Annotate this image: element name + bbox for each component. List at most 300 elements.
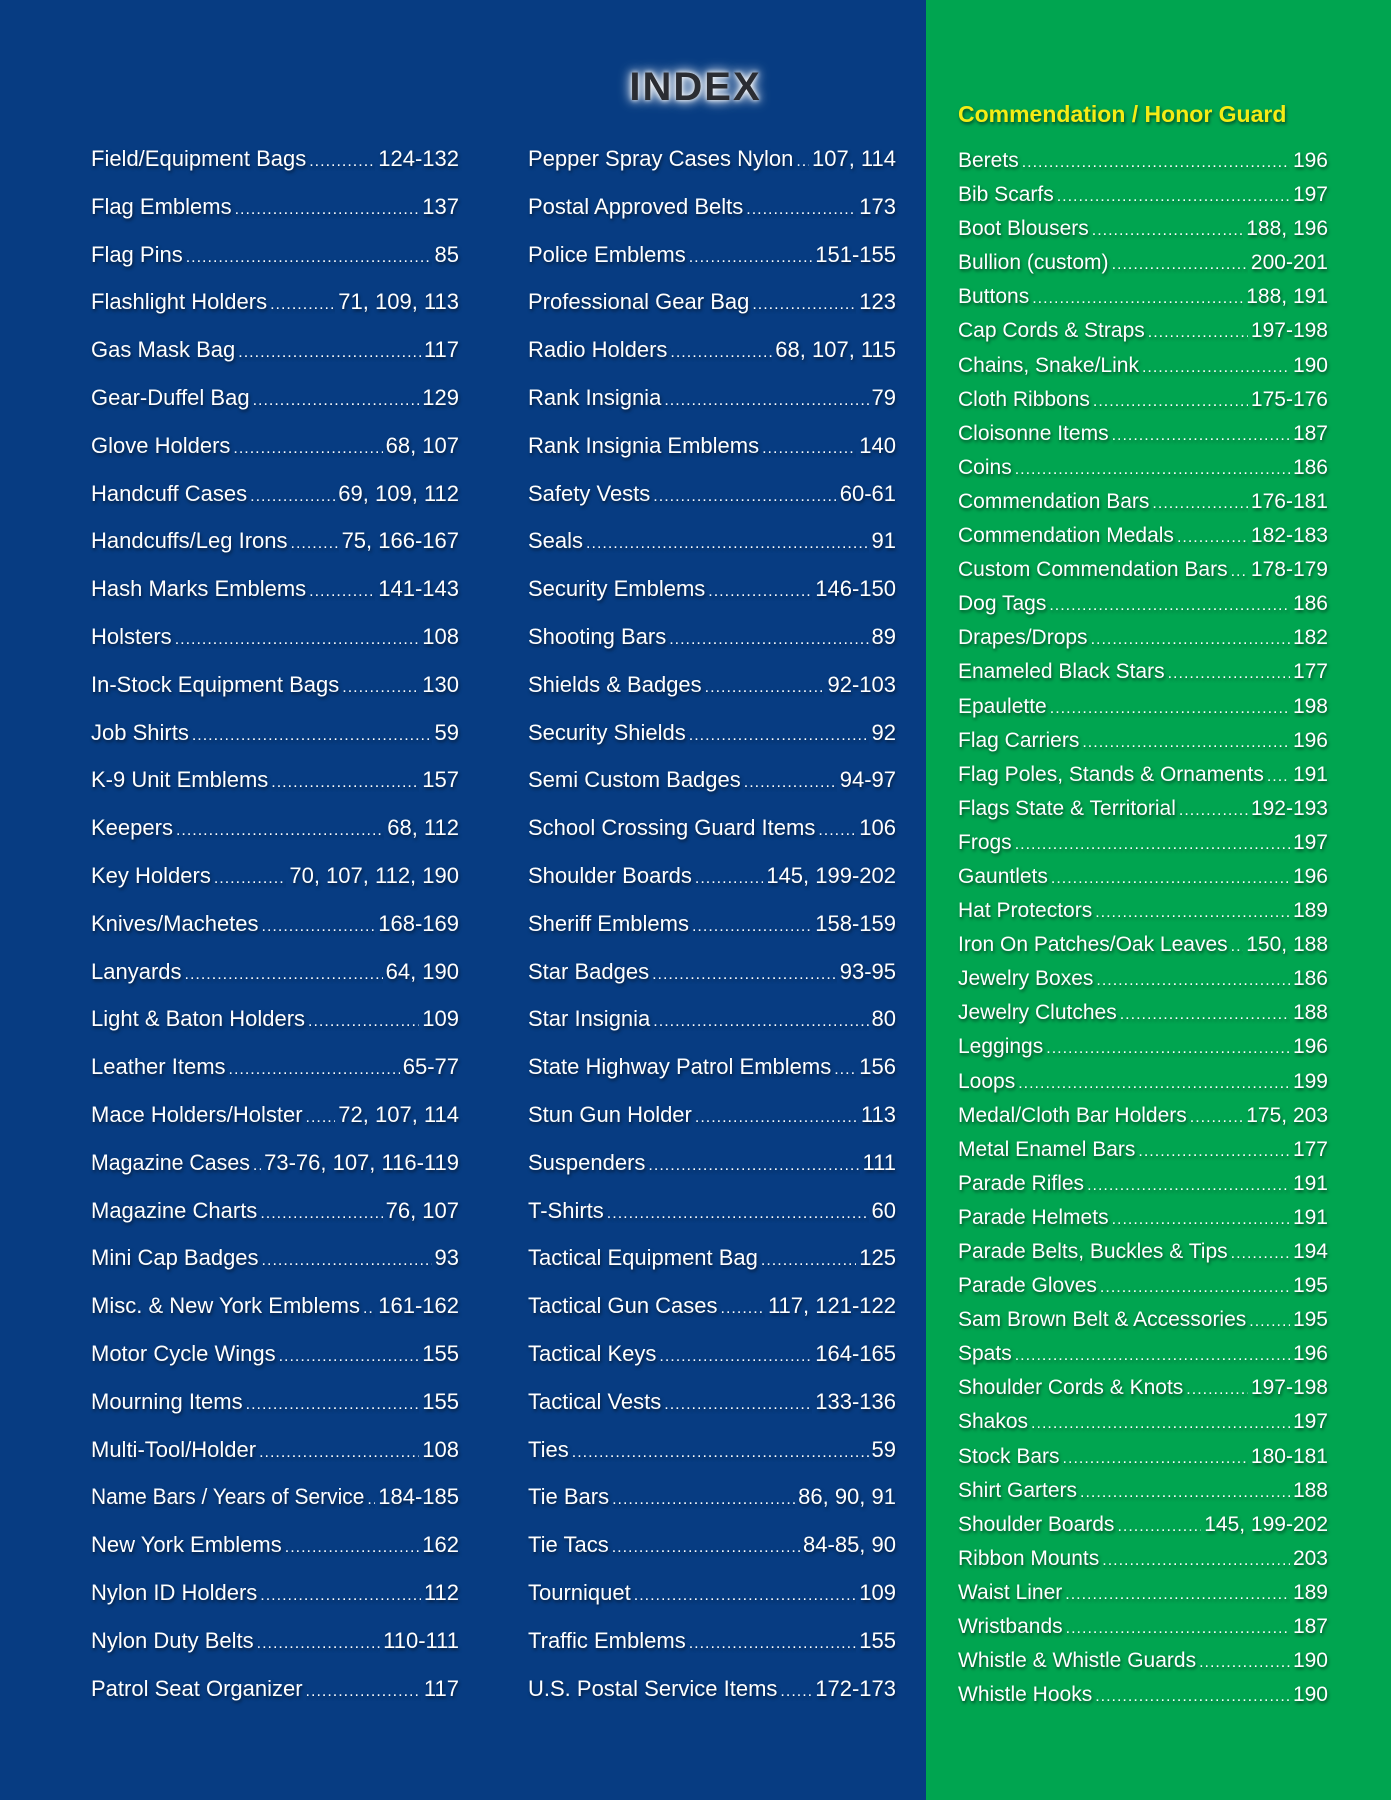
entry-page-numbers: 194 — [1292, 1240, 1328, 1263]
entry-label: Metal Enamel Bars — [958, 1137, 1136, 1161]
index-entry — [528, 1437, 896, 1485]
dot-leader — [1112, 427, 1290, 445]
entry-page-numbers: 182-183 — [1250, 524, 1328, 548]
entry-page-numbers: 146-150 — [815, 576, 896, 602]
dot-leader — [708, 583, 812, 601]
entry-label: Lanyards — [91, 958, 182, 984]
dot-leader — [689, 249, 813, 267]
index-entry — [91, 1532, 459, 1580]
entry-label: Traffic Emblems — [528, 1627, 686, 1653]
entry-label: Shooting Bars — [528, 623, 667, 649]
index-entry — [958, 1001, 1328, 1035]
entry-label: Key Holders — [91, 862, 211, 888]
index-column-1 — [91, 146, 459, 1723]
entry-page-numbers: 69, 109, 112 — [338, 480, 459, 506]
dot-leader — [260, 1205, 382, 1223]
index-entry — [528, 1628, 896, 1676]
entry-label: Tactical Equipment Bag — [528, 1245, 758, 1271]
index-entry — [91, 576, 459, 624]
entry-page-numbers: 196 — [1292, 149, 1328, 172]
entry-label: Bullion (custom) — [958, 251, 1109, 275]
entry-page-numbers: 70, 107, 112, 190 — [289, 862, 459, 888]
index-entry — [528, 863, 896, 911]
entry-page-numbers: 140 — [859, 432, 896, 458]
entry-page-numbers: 196 — [1292, 1342, 1328, 1366]
dot-leader — [306, 1683, 421, 1701]
entry-page-numbers: 164-165 — [815, 1340, 896, 1366]
index-entry — [91, 1484, 459, 1532]
dot-leader — [1231, 563, 1248, 581]
entry-page-numbers: 176-181 — [1250, 489, 1328, 513]
entry-page-numbers: 84-85, 90 — [803, 1532, 896, 1558]
index-entry — [91, 481, 459, 529]
dot-leader — [1092, 222, 1244, 240]
dot-leader — [363, 1300, 375, 1318]
entry-page-numbers: 79 — [871, 384, 896, 410]
dot-leader — [664, 1396, 812, 1414]
entry-label: Pepper Spray Cases Nylon — [528, 146, 794, 171]
entry-page-numbers: 125 — [859, 1245, 896, 1271]
dot-leader — [1032, 290, 1243, 308]
entry-label: Tourniquet — [528, 1579, 631, 1605]
dot-leader — [367, 1491, 375, 1509]
entry-label: Light & Baton Holders — [91, 1006, 306, 1032]
index-entry — [528, 720, 896, 768]
dot-leader — [1231, 938, 1244, 956]
entry-page-numbers: 180-181 — [1250, 1444, 1328, 1468]
entry-page-numbers: 196 — [1292, 728, 1328, 752]
index-entry — [528, 1054, 896, 1102]
dot-leader — [1096, 972, 1290, 990]
entry-page-numbers: 130 — [422, 671, 459, 697]
dot-leader — [612, 1491, 795, 1509]
dot-leader — [1199, 1654, 1290, 1672]
entry-page-numbers: 108 — [422, 1436, 459, 1462]
entry-label: Tie Bars — [528, 1484, 610, 1510]
index-entry — [958, 1445, 1328, 1479]
entry-page-numbers: 189 — [1292, 1580, 1328, 1604]
entry-label: Motor Cycle Wings — [91, 1340, 276, 1366]
entry-label: Iron On Patches/Oak Leaves — [958, 933, 1228, 957]
entry-page-numbers: 190 — [1292, 353, 1328, 377]
dot-leader — [818, 822, 856, 840]
entry-page-numbers: 184-185 — [378, 1484, 459, 1510]
entry-page-numbers: 60 — [871, 1197, 896, 1223]
entry-label: Ties — [528, 1436, 569, 1462]
index-entry — [91, 672, 459, 720]
entry-page-numbers: 198 — [1292, 694, 1328, 718]
entry-page-numbers: 145, 199-202 — [766, 862, 896, 888]
entry-label: Magazine Cases — [91, 1149, 250, 1175]
entry-page-numbers: 175-176 — [1250, 387, 1328, 411]
dot-leader — [262, 1252, 432, 1270]
dot-leader — [271, 774, 419, 792]
entry-label: Tie Tacs — [528, 1532, 609, 1558]
entry-label: Security Emblems — [528, 576, 706, 602]
index-entry — [958, 1376, 1328, 1410]
entry-label: Commendation Bars — [958, 489, 1150, 513]
entry-page-numbers: 129 — [422, 384, 459, 410]
index-entry — [91, 1341, 459, 1389]
entry-page-numbers: 197 — [1292, 183, 1328, 207]
entry-label: Flag Emblems — [91, 193, 232, 219]
index-entry — [528, 624, 896, 672]
entry-page-numbers: 157 — [422, 767, 459, 793]
index-entry — [958, 797, 1328, 831]
entry-page-numbers: 203 — [1292, 1546, 1328, 1570]
entry-page-numbers: 85 — [434, 241, 459, 267]
dot-leader — [834, 1061, 856, 1079]
entry-label: Hat Protectors — [958, 899, 1093, 923]
entry-label: Coins — [958, 455, 1012, 479]
entry-label: Knives/Machetes — [91, 910, 259, 936]
entry-label: K-9 Unit Emblems — [91, 767, 269, 793]
entry-page-numbers: 109 — [422, 1006, 459, 1032]
dot-leader — [1095, 1688, 1290, 1706]
index-entry — [958, 490, 1328, 524]
index-entry — [91, 528, 459, 576]
dot-leader — [1095, 904, 1290, 922]
index-entry — [91, 194, 459, 242]
entry-label: Epaulette — [958, 694, 1047, 718]
entry-page-numbers: 80 — [871, 1006, 896, 1032]
entry-label: Commendation Medals — [958, 524, 1174, 548]
entry-page-numbers: 68, 112 — [387, 815, 459, 841]
index-entry — [958, 1513, 1328, 1547]
index-entry — [958, 354, 1328, 388]
entry-label: Flags State & Territorial — [958, 796, 1176, 820]
index-entry — [958, 1547, 1328, 1581]
index-entry — [958, 626, 1328, 660]
entry-label: Gas Mask Bag — [91, 337, 236, 363]
entry-label: Seals — [528, 528, 584, 554]
entry-label: Parade Gloves — [958, 1274, 1097, 1298]
entry-label: Drapes/Drops — [958, 626, 1088, 650]
index-entry — [91, 767, 459, 815]
dot-leader — [659, 1348, 812, 1366]
entry-label: Handcuff Cases — [91, 480, 248, 506]
entry-page-numbers: 196 — [1292, 864, 1328, 888]
index-entry — [528, 289, 896, 337]
dot-leader — [250, 488, 335, 506]
entry-page-numbers: 71, 109, 113 — [338, 289, 459, 315]
entry-page-numbers: 113 — [860, 1101, 896, 1127]
entry-label: Waist Liner — [958, 1580, 1063, 1604]
dot-leader — [1022, 154, 1290, 172]
entry-page-numbers: 141-143 — [378, 576, 459, 602]
dot-leader — [1046, 1040, 1290, 1058]
dot-leader — [721, 1300, 765, 1318]
commendation-list — [958, 149, 1328, 1717]
entry-page-numbers: 191 — [1292, 762, 1328, 786]
entry-label: New York Emblems — [91, 1532, 282, 1558]
index-entry — [528, 433, 896, 481]
entry-page-numbers: 145, 199-202 — [1204, 1512, 1328, 1536]
entry-page-numbers: 168-169 — [378, 910, 459, 936]
index-entry — [958, 1410, 1328, 1444]
entry-label: Patrol Seat Organizer — [91, 1675, 303, 1701]
dot-leader — [246, 1396, 420, 1414]
index-entry — [528, 1484, 896, 1532]
index-entry — [91, 863, 459, 911]
entry-page-numbers: 93 — [434, 1245, 459, 1271]
entry-page-numbers: 188, 191 — [1246, 285, 1328, 309]
dot-leader — [1190, 1109, 1243, 1127]
dot-leader — [185, 966, 383, 984]
dot-leader — [176, 822, 384, 840]
entry-label: Enameled Black Stars — [958, 660, 1165, 684]
index-entry — [958, 831, 1328, 865]
entry-page-numbers: 162 — [422, 1532, 459, 1558]
dot-leader — [279, 1348, 420, 1366]
entry-page-numbers: 75, 166-167 — [341, 528, 459, 554]
entry-page-numbers: 155 — [422, 1388, 459, 1414]
dot-leader — [689, 727, 869, 745]
entry-page-numbers: 59 — [871, 1436, 896, 1462]
entry-label: Flag Poles, Stands & Ornaments — [958, 762, 1264, 786]
dot-leader — [746, 201, 856, 219]
entry-label: Parade Rifles — [958, 1171, 1085, 1195]
dot-leader — [586, 535, 868, 553]
entry-page-numbers: 89 — [871, 623, 896, 649]
entry-label: In-Stock Equipment Bags — [91, 671, 340, 697]
dot-leader — [1117, 1518, 1201, 1536]
dot-leader — [1087, 1177, 1290, 1195]
entry-page-numbers: 65-77 — [402, 1054, 459, 1080]
index-entry — [528, 146, 896, 194]
dot-leader — [233, 440, 382, 458]
entry-page-numbers: 59 — [434, 719, 459, 745]
entry-label: Sam Brown Belt & Accessories — [958, 1308, 1247, 1332]
dot-leader — [1091, 631, 1290, 649]
entry-page-numbers: 190 — [1292, 1649, 1328, 1673]
index-entry — [958, 865, 1328, 899]
index-entry — [528, 1102, 896, 1150]
entry-page-numbers: 188, 196 — [1246, 217, 1328, 241]
entry-page-numbers: 133-136 — [815, 1388, 896, 1414]
entry-label: Shirt Garters — [958, 1478, 1078, 1502]
index-entry — [958, 217, 1328, 251]
entry-label: Keepers — [91, 815, 173, 841]
dot-leader — [192, 727, 432, 745]
entry-page-numbers: 188 — [1292, 1001, 1328, 1025]
entry-page-numbers: 190 — [1292, 1683, 1328, 1707]
dot-leader — [1249, 1313, 1290, 1331]
entry-label: Cap Cords & Straps — [958, 319, 1145, 343]
index-entry — [958, 285, 1328, 319]
index-entry — [958, 592, 1328, 626]
entry-label: Nylon Duty Belts — [91, 1627, 254, 1653]
dot-leader — [257, 1635, 381, 1653]
entry-page-numbers: 191 — [1292, 1205, 1328, 1229]
entry-label: Flag Carriers — [958, 728, 1080, 752]
entry-label: Stun Gun Holder — [528, 1101, 692, 1127]
entry-label: Police Emblems — [528, 241, 686, 267]
dot-leader — [1100, 1279, 1290, 1297]
entry-page-numbers: 158-159 — [815, 910, 896, 936]
dot-leader — [1112, 1211, 1290, 1229]
entry-label: Leather Items — [91, 1054, 226, 1080]
index-entry — [528, 815, 896, 863]
index-entry — [958, 319, 1328, 353]
index-entry — [958, 251, 1328, 285]
entry-label: Stock Bars — [958, 1444, 1060, 1468]
index-column-2 — [528, 146, 896, 1723]
entry-page-numbers: 155 — [859, 1627, 896, 1653]
entry-label: Rank Insignia Emblems — [528, 432, 760, 458]
index-entry — [958, 967, 1328, 1001]
dot-leader — [670, 344, 772, 362]
entry-page-numbers: 124-132 — [378, 146, 459, 171]
entry-label: Magazine Charts — [91, 1197, 258, 1223]
dot-leader — [1015, 836, 1290, 854]
entry-label: Safety Vests — [528, 480, 651, 506]
entry-page-numbers: 112 — [423, 1579, 459, 1605]
entry-page-numbers: 178-179 — [1250, 558, 1328, 582]
entry-label: Frogs — [958, 830, 1012, 854]
index-entry — [528, 959, 896, 1007]
dot-leader — [238, 344, 421, 362]
entry-page-numbers: 200-201 — [1250, 251, 1328, 275]
index-entry — [91, 911, 459, 959]
entry-label: Suspenders — [528, 1149, 646, 1175]
dot-leader — [1231, 1245, 1290, 1263]
index-entry — [528, 337, 896, 385]
dot-leader — [260, 1587, 421, 1605]
entry-page-numbers: 195 — [1292, 1308, 1328, 1332]
dot-leader — [1179, 802, 1248, 820]
dot-leader — [695, 1109, 858, 1127]
index-entry — [528, 1389, 896, 1437]
dot-leader — [1186, 1381, 1248, 1399]
dot-leader — [744, 774, 837, 792]
index-entry — [958, 1138, 1328, 1172]
entry-label: Holsters — [91, 623, 172, 649]
entry-page-numbers: 60-61 — [839, 480, 896, 506]
dot-leader — [634, 1587, 857, 1605]
dot-leader — [1082, 734, 1290, 752]
entry-label: Custom Commendation Bars — [958, 558, 1228, 582]
entry-label: Semi Custom Badges — [528, 767, 741, 793]
entry-label: Jewelry Clutches — [958, 1001, 1117, 1025]
dot-leader — [262, 918, 376, 936]
dot-leader — [1066, 1620, 1290, 1638]
entry-label: Parade Helmets — [958, 1205, 1109, 1229]
index-entry — [958, 729, 1328, 763]
index-entry — [91, 720, 459, 768]
dot-leader — [175, 631, 420, 649]
entry-label: Tactical Vests — [528, 1388, 662, 1414]
dot-leader — [607, 1205, 869, 1223]
entry-page-numbers: 195 — [1292, 1274, 1328, 1298]
page-title: INDEX — [629, 64, 762, 109]
entry-page-numbers: 92 — [871, 719, 896, 745]
entry-page-numbers: 92-103 — [827, 671, 896, 697]
index-entry — [91, 1676, 459, 1724]
entry-label: U.S. Postal Service Items — [528, 1675, 778, 1701]
dot-leader — [762, 440, 856, 458]
entry-page-numbers: 161-162 — [378, 1293, 459, 1319]
entry-page-numbers: 111 — [862, 1149, 896, 1175]
index-entry — [91, 1198, 459, 1246]
entry-label: Wristbands — [958, 1615, 1063, 1639]
index-entry — [91, 1054, 459, 1102]
entry-page-numbers: 91 — [871, 528, 896, 554]
entry-label: State Highway Patrol Emblems — [528, 1054, 832, 1080]
dot-leader — [1112, 256, 1248, 274]
entry-label: Leggings — [958, 1035, 1044, 1059]
entry-label: Chains, Snake/Link — [958, 353, 1139, 377]
dot-leader — [669, 631, 868, 649]
entry-label: Medal/Cloth Bar Holders — [958, 1103, 1187, 1127]
dot-leader — [1120, 1006, 1290, 1024]
index-entry — [91, 433, 459, 481]
commendation-section-title: Commendation / Honor Guard — [958, 101, 1287, 127]
entry-label: Sheriff Emblems — [528, 910, 689, 936]
entry-page-numbers: 199 — [1292, 1069, 1328, 1093]
dot-leader — [652, 966, 837, 984]
dot-leader — [692, 918, 812, 936]
dot-leader — [1051, 870, 1290, 888]
index-entry — [958, 1035, 1328, 1069]
entry-label: Mace Holders/Holster — [91, 1101, 303, 1127]
entry-label: Bib Scarfs — [958, 183, 1054, 207]
entry-label: Star Badges — [528, 958, 650, 984]
entry-page-numbers: 175, 203 — [1246, 1103, 1328, 1127]
index-entry — [91, 1150, 459, 1198]
entry-label: Shields & Badges — [528, 671, 702, 697]
index-entry — [91, 337, 459, 385]
index-entry — [528, 672, 896, 720]
index-entry — [958, 1206, 1328, 1240]
dot-leader — [1267, 768, 1290, 786]
entry-label: Shakos — [958, 1410, 1029, 1434]
dot-leader — [1018, 1075, 1290, 1093]
index-entry — [528, 1006, 896, 1054]
index-entry — [91, 815, 459, 863]
index-entry — [91, 1102, 459, 1150]
dot-leader — [1049, 597, 1290, 615]
entry-page-numbers: 73-76, 107, 116-119 — [264, 1149, 459, 1175]
entry-page-numbers: 151-155 — [815, 241, 896, 267]
entry-page-numbers: 108 — [422, 623, 459, 649]
entry-page-numbers: 188 — [1292, 1478, 1328, 1502]
entry-page-numbers: 182 — [1292, 626, 1328, 650]
index-entry — [958, 524, 1328, 558]
index-entry — [91, 1628, 459, 1676]
dot-leader — [235, 201, 420, 219]
index-entry — [958, 558, 1328, 592]
dot-leader — [259, 1444, 419, 1462]
dot-leader — [653, 1013, 868, 1031]
entry-page-numbers: 187 — [1292, 421, 1328, 445]
index-entry — [91, 1389, 459, 1437]
index-entry — [528, 911, 896, 959]
entry-label: Cloisonne Items — [958, 421, 1109, 445]
entry-page-numbers: 106 — [859, 815, 896, 841]
entry-page-numbers: 197-198 — [1250, 1376, 1328, 1400]
entry-page-numbers: 93-95 — [839, 958, 896, 984]
entry-label: Glove Holders — [91, 432, 231, 458]
entry-label: Mourning Items — [91, 1388, 243, 1414]
dot-leader — [1057, 188, 1290, 206]
entry-page-numbers: 177 — [1292, 660, 1328, 684]
index-entry — [91, 385, 459, 433]
index-entry — [958, 1172, 1328, 1206]
entry-label: Flashlight Holders — [91, 289, 268, 315]
index-entry — [958, 1274, 1328, 1308]
dot-leader — [1093, 393, 1248, 411]
